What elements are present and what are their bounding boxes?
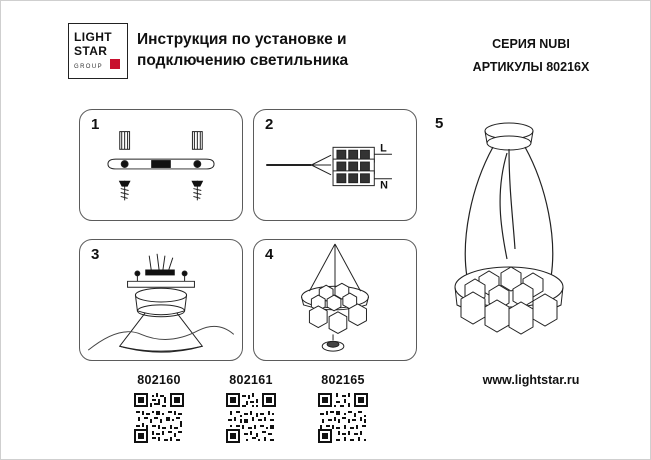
step-4-illustration xyxy=(254,240,416,360)
step-panel-4 xyxy=(253,239,417,361)
phase-label-n: N xyxy=(380,179,388,192)
step-number-4: 4 xyxy=(265,246,274,263)
step-number-2: 2 xyxy=(265,116,274,133)
article-numbers: АРТИКУЛЫ 80216X xyxy=(472,60,590,74)
website-url[interactable]: www.lightstar.ru xyxy=(482,373,580,387)
product-code-item-3 xyxy=(305,373,381,443)
logo-line-3: GROUP xyxy=(74,64,104,70)
step-number-3: 3 xyxy=(91,246,100,263)
qr-code-2 xyxy=(226,393,276,443)
step-2-illustration xyxy=(254,110,416,220)
product-codes xyxy=(121,373,381,453)
product-code-label-2: 802161 xyxy=(229,373,273,387)
qr-code-3 xyxy=(318,393,368,443)
qr-code-1 xyxy=(134,393,184,443)
step-number-5: 5 xyxy=(435,115,444,132)
product-code-item-2 xyxy=(213,373,289,443)
logo-line-1: LIGHT xyxy=(74,30,112,44)
brand-logo xyxy=(68,23,128,79)
logo-accent-square xyxy=(110,59,120,69)
step-3-illustration xyxy=(80,240,242,360)
step-number-1: 1 xyxy=(91,116,100,133)
step-1-illustration xyxy=(80,110,242,220)
page-title-line-1: Инструкция по установке и xyxy=(137,31,347,48)
step-5-illustration xyxy=(427,109,587,361)
phase-label-l: L xyxy=(380,142,387,155)
page-title-line-2: подключению светильника xyxy=(137,52,349,69)
step-panel-1 xyxy=(79,109,243,221)
series-info xyxy=(431,33,631,79)
page-title xyxy=(137,29,427,71)
series-name: СЕРИЯ NUBI xyxy=(492,37,570,51)
product-code-item-1 xyxy=(121,373,197,443)
logo-line-2: STAR xyxy=(74,44,108,58)
header xyxy=(1,1,651,101)
step-panel-3 xyxy=(79,239,243,361)
product-code-label-3: 802165 xyxy=(321,373,365,387)
step-panel-5 xyxy=(427,109,587,361)
step-panel-2 xyxy=(253,109,417,221)
product-code-label-1: 802160 xyxy=(137,373,181,387)
